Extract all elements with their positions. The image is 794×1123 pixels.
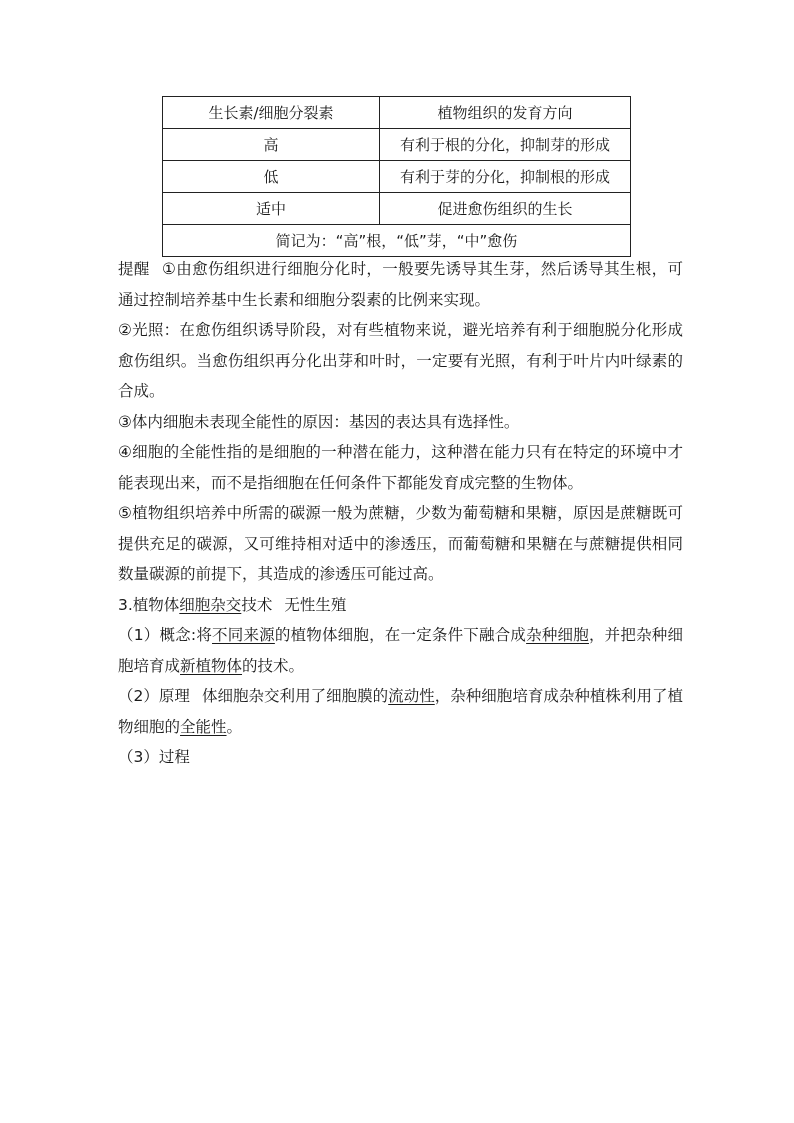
text-run: 体细胞杂交利用了细胞膜的 bbox=[201, 687, 389, 705]
principle-paragraph bbox=[118, 681, 683, 742]
table-summary: 简记为：“高”根，“低”芽，“中”愈伤 bbox=[163, 225, 631, 257]
tip-item-4: ④细胞的全能性指的是细胞的一种潜在能力，这种潜在能力只有在特定的环境中才能表现出来，而不是指细胞在任何条件下都能发育成完整的生物体。 bbox=[118, 443, 683, 492]
text-run: 的植物体细胞，在一定条件下融合成 bbox=[274, 626, 527, 644]
table-header-direction: 植物组织的发育方向 bbox=[380, 97, 631, 129]
principle-label: （2）原理 bbox=[118, 687, 190, 705]
table-row bbox=[163, 129, 631, 161]
table-row bbox=[163, 161, 631, 193]
tip-item-2: ②光照：在愈伤组织诱导阶段，对有些植物来说，避光培养有利于细胞脱分化形成愈伤组织。当愈伤组织再分化出芽和叶时，一定要有光照，有利于叶片内叶绿素的合成。 bbox=[118, 321, 683, 400]
table-cell: 有利于芽的分化，抑制根的形成 bbox=[380, 161, 631, 193]
underlined-term: 流动性 bbox=[388, 687, 435, 705]
tip-label: 提醒 bbox=[118, 260, 150, 278]
underlined-term: 不同来源 bbox=[212, 626, 275, 644]
underlined-term: 新植物体 bbox=[180, 656, 243, 675]
tip-item-5: ⑤植物组织培养中所需的碳源一般为蔗糖，少数为葡萄糖和果糖，原因是蔗糖既可提供充足的碳源，又可维持相对适中的渗透压，而葡萄糖和果糖在与蔗糖提供相同数量碳源的前提下，其造成的渗透压可能过高。 bbox=[118, 504, 683, 583]
table-cell: 高 bbox=[163, 129, 380, 161]
hormone-ratio-table bbox=[162, 96, 631, 257]
text-run: ，并把杂种细胞培育成 bbox=[118, 626, 683, 675]
section-title-rest: 技术 bbox=[241, 595, 273, 614]
body-text bbox=[118, 254, 683, 773]
text-run: 的技术。 bbox=[242, 656, 305, 675]
process-heading: （3）过程 bbox=[118, 748, 190, 766]
concept-paragraph bbox=[118, 620, 683, 681]
section-number: 3.植物体 bbox=[118, 595, 180, 614]
table-header-row bbox=[163, 97, 631, 129]
tip-item-1 bbox=[118, 254, 683, 315]
table-cell: 有利于根的分化，抑制芽的形成 bbox=[380, 129, 631, 161]
section-title-underlined: 细胞杂交 bbox=[179, 595, 242, 614]
underlined-term: 全能性 bbox=[180, 717, 227, 736]
section-subtitle: 无性生殖 bbox=[284, 595, 347, 614]
text-run: 。 bbox=[226, 717, 243, 736]
text-run: 将 bbox=[196, 626, 213, 644]
table-row bbox=[163, 193, 631, 225]
underlined-term: 杂种细胞 bbox=[526, 626, 589, 644]
table-cell: 适中 bbox=[163, 193, 380, 225]
table-header-ratio: 生长素/细胞分裂素 bbox=[163, 97, 380, 129]
table-cell: 促进愈伤组织的生长 bbox=[380, 193, 631, 225]
table-cell: 低 bbox=[163, 161, 380, 193]
table-summary-row bbox=[163, 225, 631, 257]
text-run: ，杂种细胞培育成杂种植株利用了植物细胞的 bbox=[118, 687, 683, 736]
section-3-heading bbox=[118, 590, 683, 621]
tip-item-3: ③体内细胞未表现全能性的原因：基因的表达具有选择性。 bbox=[118, 412, 520, 431]
concept-label: （1）概念: bbox=[118, 626, 197, 644]
tip-text: ①由愈伤组织进行细胞分化时，一般要先诱导其生芽，然后诱导其生根，可通过控制培养基中生长素和细胞分裂素的比例来实现。 bbox=[118, 260, 683, 309]
